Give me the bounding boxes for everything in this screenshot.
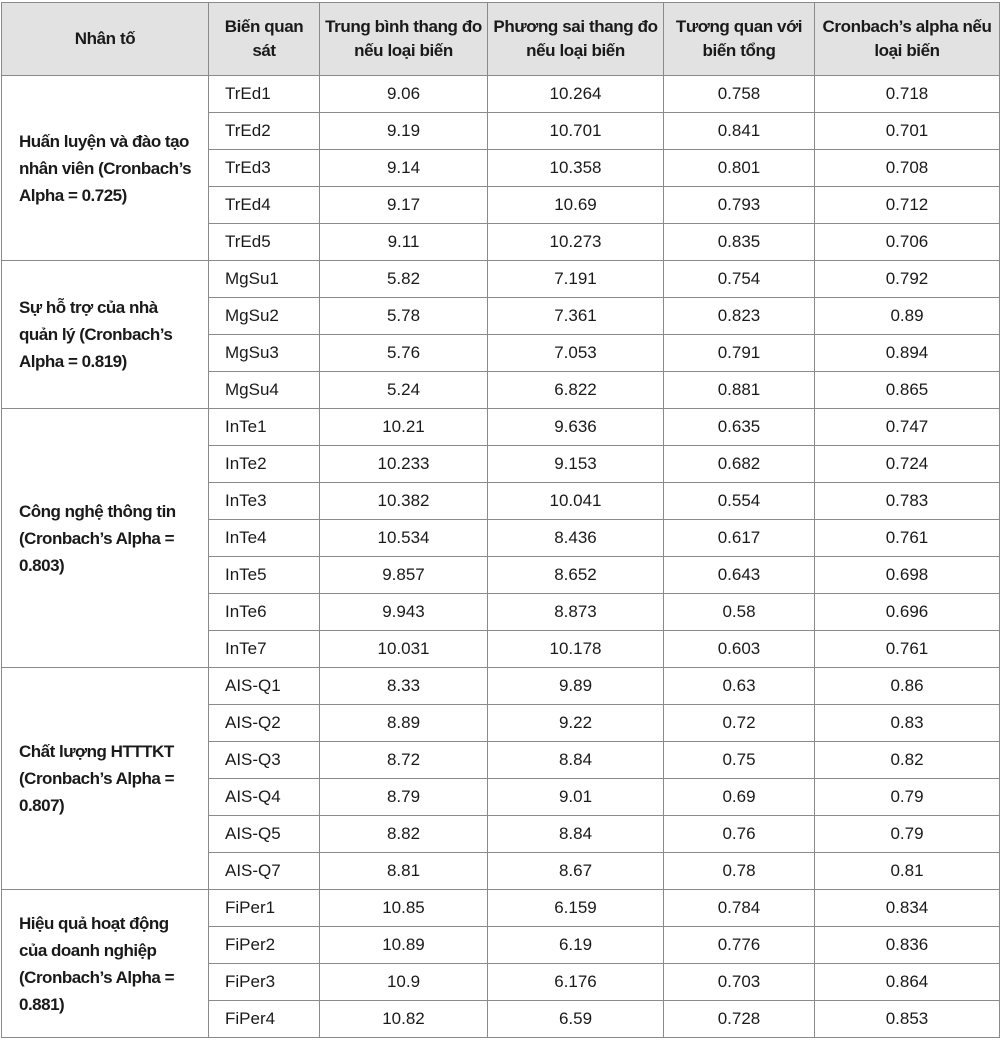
scale-mean-cell: 5.82	[320, 261, 488, 298]
scale-mean-cell: 10.82	[320, 1001, 488, 1038]
scale-variance-cell: 10.264	[488, 76, 664, 113]
scale-variance-cell: 6.59	[488, 1001, 664, 1038]
item-total-correlation-cell: 0.72	[664, 705, 815, 742]
scale-variance-cell: 9.89	[488, 668, 664, 705]
variable-cell: AIS-Q1	[209, 668, 320, 705]
scale-variance-cell: 7.191	[488, 261, 664, 298]
alpha-if-deleted-cell: 0.724	[815, 446, 1000, 483]
variable-cell: TrEd1	[209, 76, 320, 113]
variable-cell: InTe7	[209, 631, 320, 668]
scale-mean-cell: 9.06	[320, 76, 488, 113]
item-total-correlation-cell: 0.58	[664, 594, 815, 631]
scale-mean-cell: 10.382	[320, 483, 488, 520]
scale-mean-cell: 9.943	[320, 594, 488, 631]
header-row	[2, 3, 1000, 76]
scale-variance-cell: 6.19	[488, 927, 664, 964]
alpha-if-deleted-cell: 0.698	[815, 557, 1000, 594]
scale-mean-cell: 8.82	[320, 816, 488, 853]
variable-cell: InTe1	[209, 409, 320, 446]
scale-mean-cell: 9.11	[320, 224, 488, 261]
item-total-correlation-cell: 0.835	[664, 224, 815, 261]
scale-variance-cell: 7.361	[488, 298, 664, 335]
item-total-correlation-cell: 0.784	[664, 890, 815, 927]
scale-mean-cell: 5.78	[320, 298, 488, 335]
scale-variance-cell: 10.69	[488, 187, 664, 224]
variable-cell: FiPer4	[209, 1001, 320, 1038]
variable-cell: InTe4	[209, 520, 320, 557]
item-total-correlation-cell: 0.554	[664, 483, 815, 520]
variable-cell: MgSu2	[209, 298, 320, 335]
scale-variance-cell: 8.84	[488, 742, 664, 779]
scale-variance-cell: 8.436	[488, 520, 664, 557]
scale-variance-cell: 6.176	[488, 964, 664, 1001]
alpha-if-deleted-cell: 0.747	[815, 409, 1000, 446]
scale-mean-cell: 9.857	[320, 557, 488, 594]
scale-variance-cell: 8.84	[488, 816, 664, 853]
item-total-correlation-cell: 0.635	[664, 409, 815, 446]
item-total-correlation-cell: 0.78	[664, 853, 815, 890]
scale-mean-cell: 8.79	[320, 779, 488, 816]
item-total-correlation-cell: 0.801	[664, 150, 815, 187]
alpha-if-deleted-cell: 0.865	[815, 372, 1000, 409]
scale-mean-cell: 10.031	[320, 631, 488, 668]
alpha-if-deleted-cell: 0.708	[815, 150, 1000, 187]
table-row	[2, 76, 1000, 113]
alpha-if-deleted-cell: 0.81	[815, 853, 1000, 890]
header-factor: Nhân tố	[2, 3, 209, 76]
variable-cell: FiPer3	[209, 964, 320, 1001]
scale-mean-cell: 10.89	[320, 927, 488, 964]
table-row	[2, 890, 1000, 927]
item-total-correlation-cell: 0.603	[664, 631, 815, 668]
alpha-if-deleted-cell: 0.83	[815, 705, 1000, 742]
alpha-if-deleted-cell: 0.836	[815, 927, 1000, 964]
alpha-if-deleted-cell: 0.79	[815, 779, 1000, 816]
scale-mean-cell: 10.534	[320, 520, 488, 557]
scale-mean-cell: 10.21	[320, 409, 488, 446]
scale-variance-cell: 9.636	[488, 409, 664, 446]
alpha-if-deleted-cell: 0.712	[815, 187, 1000, 224]
variable-cell: TrEd5	[209, 224, 320, 261]
variable-cell: TrEd3	[209, 150, 320, 187]
scale-variance-cell: 6.822	[488, 372, 664, 409]
scale-variance-cell: 8.67	[488, 853, 664, 890]
scale-variance-cell: 10.701	[488, 113, 664, 150]
variable-cell: InTe6	[209, 594, 320, 631]
variable-cell: AIS-Q3	[209, 742, 320, 779]
factor-group-cell: Huấn luyện và đào tạo nhân viên (Cronbach’s Alpha = 0.725)	[2, 76, 209, 261]
item-total-correlation-cell: 0.776	[664, 927, 815, 964]
scale-mean-cell: 10.85	[320, 890, 488, 927]
scale-variance-cell: 10.041	[488, 483, 664, 520]
scale-variance-cell: 10.273	[488, 224, 664, 261]
scale-variance-cell: 7.053	[488, 335, 664, 372]
item-total-correlation-cell: 0.841	[664, 113, 815, 150]
scale-mean-cell: 9.17	[320, 187, 488, 224]
table-row	[2, 261, 1000, 298]
header-item-total-correlation: Tương quan với biến tổng	[664, 3, 815, 76]
factor-group-cell: Công nghệ thông tin (Cronbach’s Alpha = 0.803)	[2, 409, 209, 668]
variable-cell: MgSu3	[209, 335, 320, 372]
alpha-if-deleted-cell: 0.82	[815, 742, 1000, 779]
alpha-if-deleted-cell: 0.783	[815, 483, 1000, 520]
alpha-if-deleted-cell: 0.834	[815, 890, 1000, 927]
item-total-correlation-cell: 0.682	[664, 446, 815, 483]
scale-mean-cell: 8.81	[320, 853, 488, 890]
alpha-if-deleted-cell: 0.761	[815, 520, 1000, 557]
item-total-correlation-cell: 0.823	[664, 298, 815, 335]
table-row	[2, 668, 1000, 705]
header-observed-variable: Biến quan sát	[209, 3, 320, 76]
scale-mean-cell: 5.24	[320, 372, 488, 409]
alpha-if-deleted-cell: 0.894	[815, 335, 1000, 372]
scale-mean-cell: 9.14	[320, 150, 488, 187]
variable-cell: MgSu1	[209, 261, 320, 298]
variable-cell: TrEd2	[209, 113, 320, 150]
alpha-if-deleted-cell: 0.89	[815, 298, 1000, 335]
variable-cell: TrEd4	[209, 187, 320, 224]
header-alpha-if-deleted: Cronbach’s alpha nếu loại biến	[815, 3, 1000, 76]
variable-cell: MgSu4	[209, 372, 320, 409]
item-total-correlation-cell: 0.728	[664, 1001, 815, 1038]
variable-cell: InTe3	[209, 483, 320, 520]
scale-variance-cell: 9.22	[488, 705, 664, 742]
item-total-correlation-cell: 0.63	[664, 668, 815, 705]
variable-cell: AIS-Q5	[209, 816, 320, 853]
scale-mean-cell: 10.9	[320, 964, 488, 1001]
variable-cell: FiPer2	[209, 927, 320, 964]
header-scale-variance-if-deleted: Phương sai thang đo nếu loại biến	[488, 3, 664, 76]
cronbach-alpha-table	[1, 2, 1000, 1038]
variable-cell: InTe2	[209, 446, 320, 483]
scale-variance-cell: 8.652	[488, 557, 664, 594]
item-total-correlation-cell: 0.793	[664, 187, 815, 224]
variable-cell: AIS-Q2	[209, 705, 320, 742]
table-body	[2, 76, 1000, 1038]
scale-variance-cell: 9.153	[488, 446, 664, 483]
alpha-if-deleted-cell: 0.706	[815, 224, 1000, 261]
item-total-correlation-cell: 0.76	[664, 816, 815, 853]
table-header	[2, 3, 1000, 76]
item-total-correlation-cell: 0.75	[664, 742, 815, 779]
header-scale-mean-if-deleted: Trung bình thang đo nếu loại biến	[320, 3, 488, 76]
scale-variance-cell: 6.159	[488, 890, 664, 927]
scale-mean-cell: 8.89	[320, 705, 488, 742]
scale-mean-cell: 9.19	[320, 113, 488, 150]
alpha-if-deleted-cell: 0.701	[815, 113, 1000, 150]
alpha-if-deleted-cell: 0.696	[815, 594, 1000, 631]
alpha-if-deleted-cell: 0.79	[815, 816, 1000, 853]
scale-variance-cell: 10.358	[488, 150, 664, 187]
item-total-correlation-cell: 0.69	[664, 779, 815, 816]
alpha-if-deleted-cell: 0.761	[815, 631, 1000, 668]
scale-mean-cell: 10.233	[320, 446, 488, 483]
factor-group-cell: Sự hỗ trợ của nhà quản lý (Cronbach’s Alpha = 0.819)	[2, 261, 209, 409]
alpha-if-deleted-cell: 0.792	[815, 261, 1000, 298]
alpha-if-deleted-cell: 0.86	[815, 668, 1000, 705]
variable-cell: InTe5	[209, 557, 320, 594]
factor-group-cell: Hiệu quả hoạt động của doanh nghiệp (Cronbach’s Alpha = 0.881)	[2, 890, 209, 1038]
scale-mean-cell: 8.72	[320, 742, 488, 779]
item-total-correlation-cell: 0.643	[664, 557, 815, 594]
item-total-correlation-cell: 0.881	[664, 372, 815, 409]
scale-variance-cell: 8.873	[488, 594, 664, 631]
alpha-if-deleted-cell: 0.718	[815, 76, 1000, 113]
scale-mean-cell: 8.33	[320, 668, 488, 705]
scale-mean-cell: 5.76	[320, 335, 488, 372]
table-row	[2, 409, 1000, 446]
variable-cell: FiPer1	[209, 890, 320, 927]
item-total-correlation-cell: 0.617	[664, 520, 815, 557]
item-total-correlation-cell: 0.758	[664, 76, 815, 113]
item-total-correlation-cell: 0.703	[664, 964, 815, 1001]
alpha-if-deleted-cell: 0.864	[815, 964, 1000, 1001]
factor-group-cell: Chất lượng HTTTKT (Cronbach’s Alpha = 0.807)	[2, 668, 209, 890]
alpha-if-deleted-cell: 0.853	[815, 1001, 1000, 1038]
item-total-correlation-cell: 0.791	[664, 335, 815, 372]
scale-variance-cell: 10.178	[488, 631, 664, 668]
variable-cell: AIS-Q7	[209, 853, 320, 890]
scale-variance-cell: 9.01	[488, 779, 664, 816]
item-total-correlation-cell: 0.754	[664, 261, 815, 298]
variable-cell: AIS-Q4	[209, 779, 320, 816]
